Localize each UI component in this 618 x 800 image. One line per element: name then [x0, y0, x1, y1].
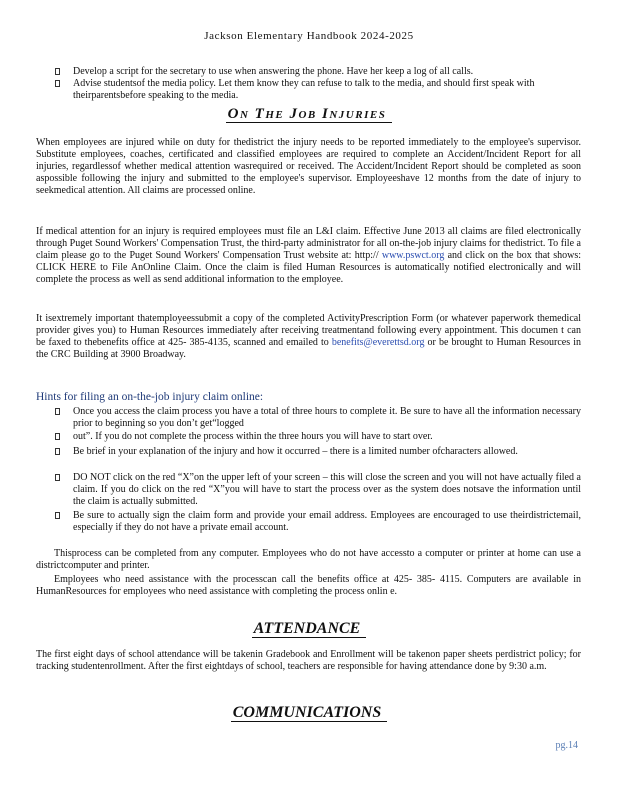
pswct-link[interactable]: www.pswct.org — [381, 250, 445, 261]
injury-section-title: On The Job Injuries — [0, 106, 618, 123]
benefits-email-link[interactable]: benefits@everettsd.org — [331, 337, 425, 348]
page-header: Jackson Elementary Handbook 2024-2025 — [204, 30, 414, 42]
bullet-box-icon — [55, 448, 60, 455]
injury-paragraph-1: When employees are injured while on duty for thedistrict the injury needs to be reported immediately to the employee's supervisor. Substitute employees, coaches, certificated and classified employees are required to complete an Accident/Incident Report for all injuries, regardlessof whether medical attention wasrequired or received. The Accident/Incident Report should be completed as soon aspossible following the injury and submitted to the employee's supervisor. Employeeshave 12 months from the date of injury to seekmedical attention. All claims are processed online. — [36, 137, 581, 196]
hints-heading: Hints for filing an on-the-job injury claim online: — [36, 391, 264, 403]
bullet-box-icon — [55, 433, 60, 440]
attendance-section-title: ATTENDANCE — [0, 620, 618, 638]
injury-paragraph-2: If medical attention for an injury is required employees must file an L&I claim. Effective June 2013 all claims are filed electronically through Puget Sound Workers' Compensation Trust, the third-party administrator for all on-the-job injury claims for thedistrict. To file a claim please go to the Puget Sound Workers' Compensation Trust website at: http:// www.pswct.org and click on the box that shows: CLICK HERE to File AnOnline Claim. Once the claim is filed Human Resources is automatically notified electronically and will complete the process as well as send additional information to the employee. — [36, 226, 581, 285]
bullet-box-icon — [55, 474, 60, 481]
injury-paragraph-3: It isextremely important thatemployeessubmit a copy of the completed ActivityPrescription Form (or whatever paperwork themedical provider gives you) to Human Resources immediately after receiving treatmentand following every appointment. This documen t can be faxed to thebenefits office at 425- 385-4135, scanned and emailed to benefits@everettsd.org or be brought to Human Resources in the CRC Building at 3900 Broadway. — [36, 313, 581, 360]
injury-paragraph-5: Employees who need assistance with the processcan call the benefits office at 425- 385- 4115. Computers are available in HumanResources for employees who need assistance with completing the process onlin e. — [36, 574, 581, 597]
injury-paragraph-4: Thisprocess can be completed from any computer. Employees who do not have accessto a computer or printer at home can use a districtcomputer and printer. — [36, 548, 581, 571]
intro-bullet: Advise studentsof the media policy. Let them know they can refuse to talk to the media, and should first speak with theirparentsbefore speaking to the media. — [55, 78, 575, 102]
bullet-box-icon — [55, 408, 60, 415]
bullet-box-icon — [55, 512, 60, 519]
hint-item: Be sure to actually sign the claim form and provide your email address. Employees are encouraged to use theirdistrictemail, especially if they do not have a private email account. — [55, 510, 581, 534]
attendance-paragraph: The first eight days of school attendance will be takenin Gradebook and Enrollment will be takenon paper sheets perdistrict policy; for tracking studentenrollment. After the first eightdays of school, teachers are responsible for having attendance done by 9:30 a.m. — [36, 649, 581, 672]
hint-item: DO NOT click on the red “X”on the upper left of your screen – this will close the screen and you will not have actually filed a claim. If you do click on the red “X”you will have to start the process over as the system does notsave the information until the claim is actually submitted. — [55, 472, 581, 508]
hint-item: out”. If you do not complete the process within the three hours you will have to start over. — [55, 431, 581, 443]
intro-bullet: Develop a script for the secretary to use when answering the phone. Have her keep a log of all calls. — [55, 66, 575, 78]
hint-item: Be brief in your explanation of the injury and how it occurred – there is a limited number ofcharacters allowed. — [55, 446, 581, 458]
bullet-box-icon — [55, 80, 60, 87]
hint-item: Once you access the claim process you have a total of three hours to complete it. Be sure to have all the information necessary prior to beginning so you don’t get“logged — [55, 406, 581, 430]
page-number: pg.14 — [555, 740, 578, 751]
bullet-box-icon — [55, 68, 60, 75]
communications-section-title: COMMUNICATIONS — [0, 704, 618, 722]
